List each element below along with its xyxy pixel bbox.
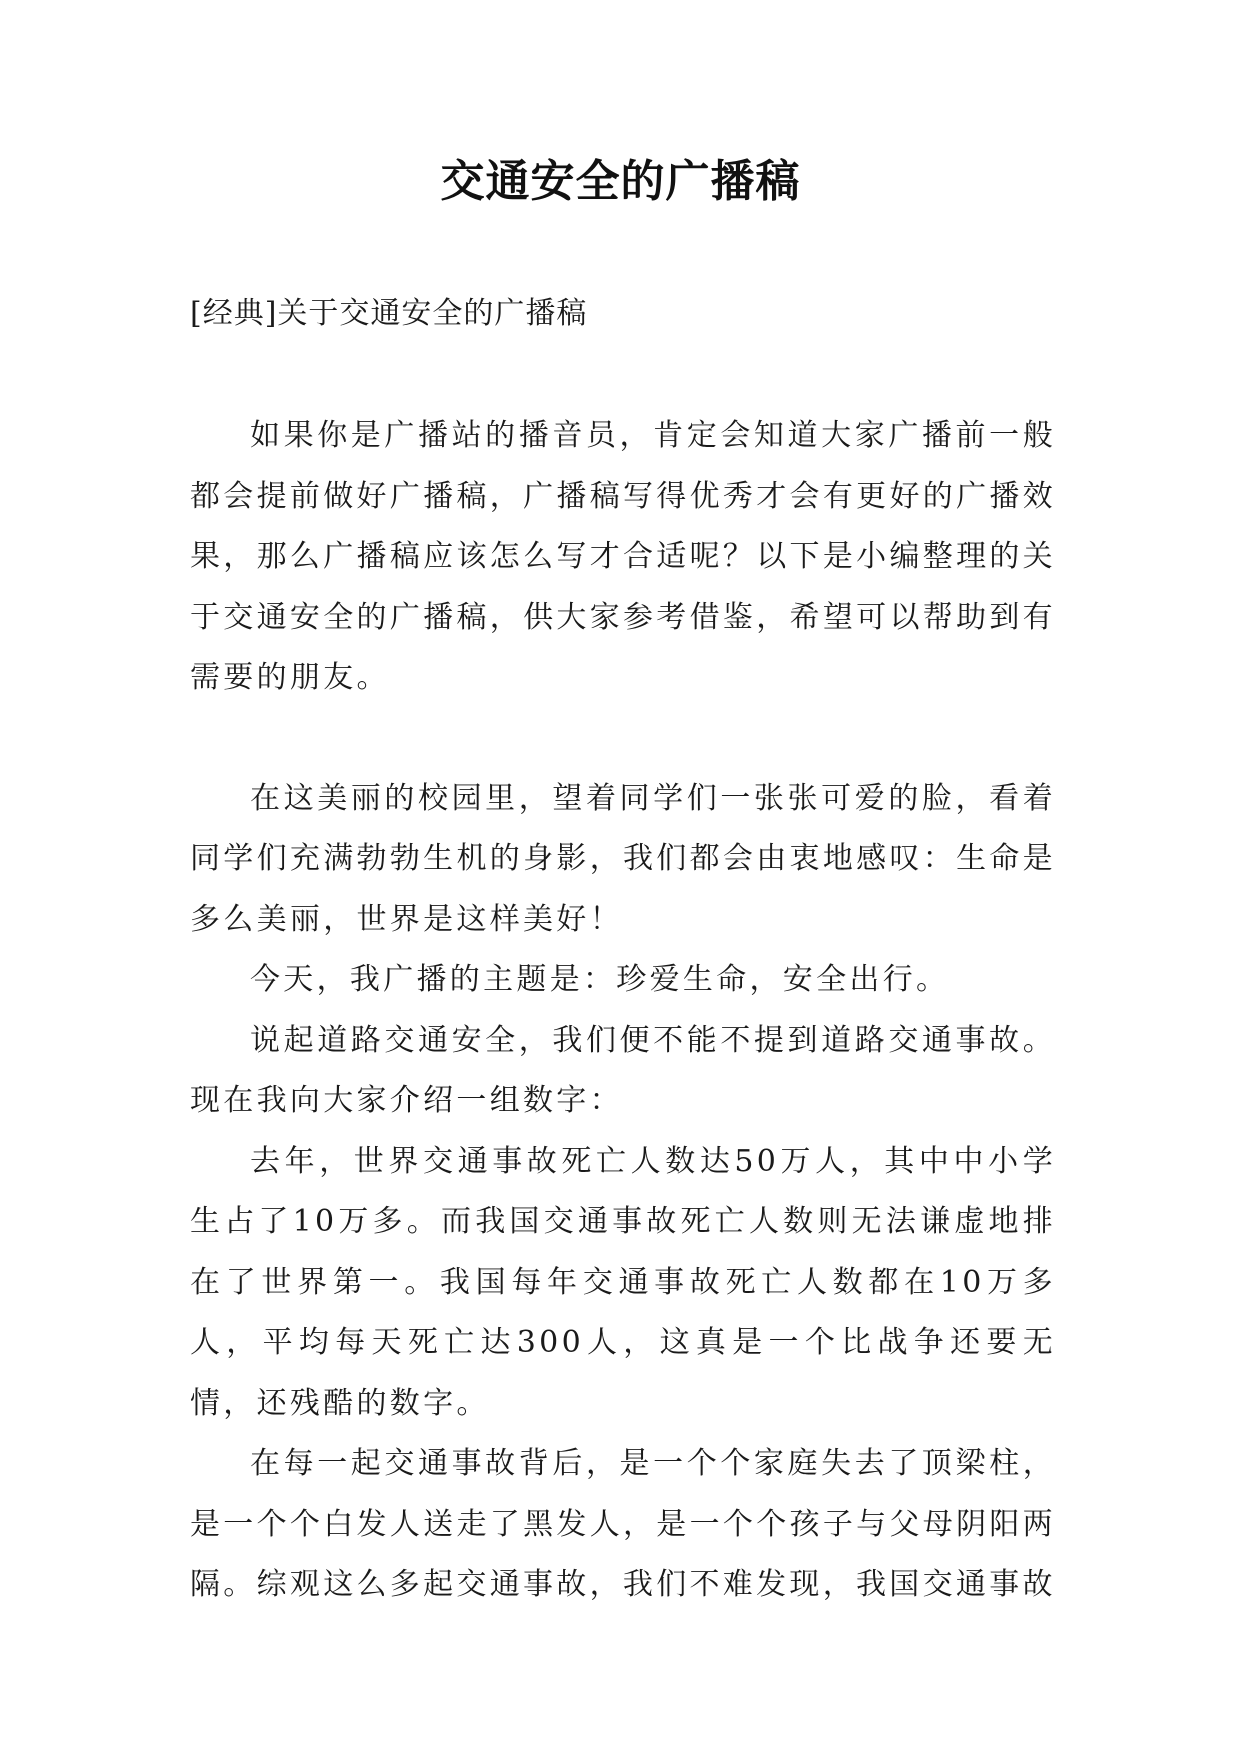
document-subtitle: [经典]关于交通安全的广播稿 bbox=[190, 296, 588, 331]
paragraph-campus: 在这美丽的校园里，望着同学们一张张可爱的脸，看着同学们充满勃勃生机的身影，我们都会由衷地感叹：生命是多么美丽，世界是这样美好！ bbox=[190, 780, 1056, 937]
paragraph-families: 在每一起交通事故背后，是一个个家庭失去了顶梁柱，是一个个白发人送走了黑发人，是一个个孩子与父母阴阳两隔。综观这么多起交通事故，我们不难发现，我国交通事故 bbox=[190, 1446, 1056, 1602]
paragraph-road-safety: 说起道路交通安全，我们便不能不提到道路交通事故。现在我向大家介绍一组数字： bbox=[190, 1022, 1056, 1118]
document-title: 交通安全的广播稿 bbox=[440, 156, 801, 207]
paragraph-statistics: 去年，世界交通事故死亡人数达50万人，其中中小学生占了10万多。而我国交通事故死亡人数则无法谦虚地排在了世界第一。我国每年交通事故死亡人数都在10万多人，平均每天死亡达300人，这真是一个比战争还要无情，还残酷的数字。 bbox=[190, 1143, 1056, 1421]
paragraph-intro: 如果你是广播站的播音员，肯定会知道大家广播前一般都会提前做好广播稿，广播稿写得优秀才会有更好的广播效果，那么广播稿应该怎么写才合适呢？以下是小编整理的关于交通安全的广播稿，供大家参考借鉴，希望可以帮助到有需要的朋友。 bbox=[190, 418, 1056, 695]
document-body bbox=[190, 406, 1056, 1616]
paragraph-theme: 今天，我广播的主题是：珍爱生命，安全出行。 bbox=[250, 962, 950, 997]
